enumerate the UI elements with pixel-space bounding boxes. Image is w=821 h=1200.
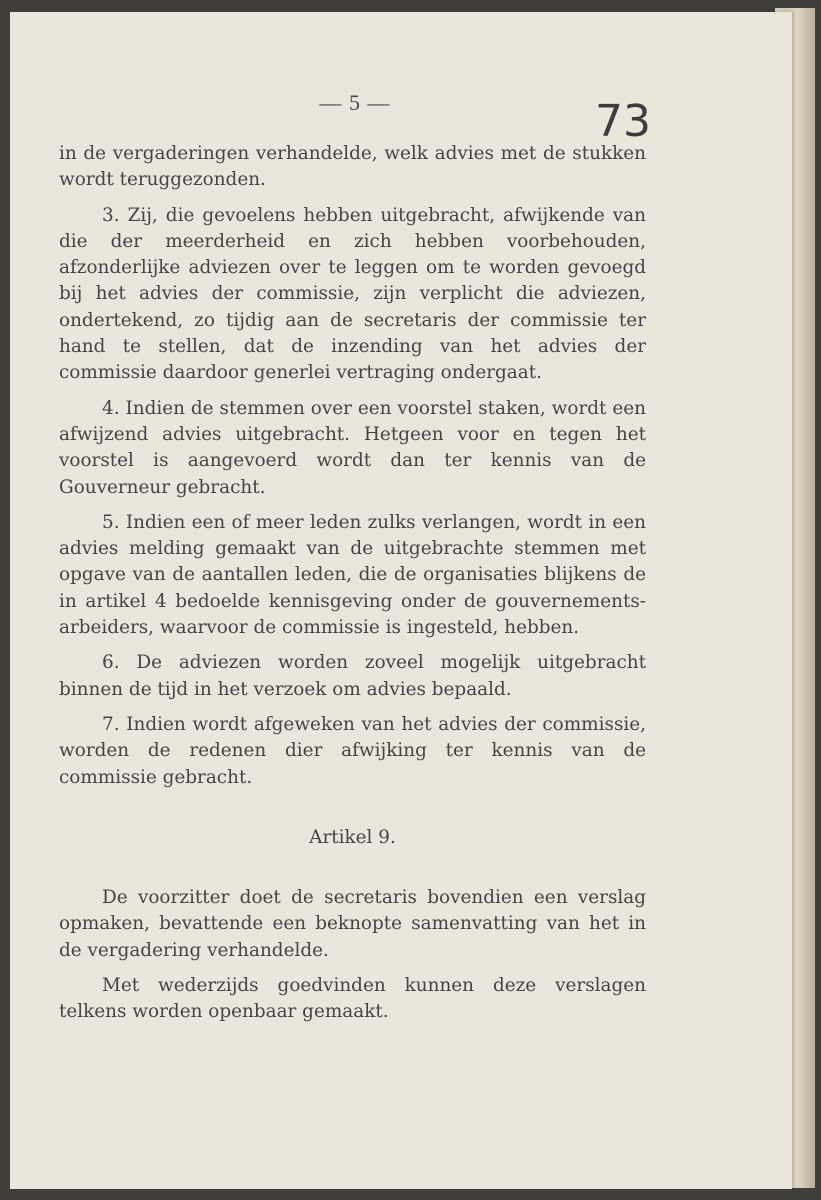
document-page [10, 12, 792, 1189]
folio-number: 73 [595, 96, 651, 147]
body-text [59, 141, 646, 1026]
page-number: — 5 — [319, 90, 391, 115]
paragraph-article-9-1: De voorzitter doet de secretaris bovendien een verslag opmaken, bevattende een beknopte samenvatting van het in de vergadering verhandelde. [59, 887, 646, 961]
paragraph-article-9-2: Met wederzijds goedvinden kunnen deze verslagen telkens worden openbaar gemaakt. [59, 975, 646, 1023]
paragraph-item-6: 6. De adviezen worden zoveel mogelijk uitgebracht binnen de tijd in het verzoek om advies bepaald. [59, 652, 646, 700]
paragraph-item-4: 4. Indien de stemmen over een voorstel staken, wordt een afwijzend advies uitgebracht. Hetgeen voor en tegen het voorstel is aangevoerd wordt dan ter kennis van de Gouverneur gebracht. [59, 397, 646, 498]
paragraph-item-3: 3. Zij, die gevoelens hebben uitgebracht, afwijkende van die der meerderheid en zich hebben voorbehouden, afzonderlijke adviezen over te leggen om te worden gevoegd bij het advies der commissie, zijn verplicht die adviezen, ondertekend, zo tijdig aan de secretaris der commissie ter hand te stellen, dat de inzending van het advies der commissie daardoor generlei vertraging ondergaat. [59, 204, 646, 384]
article-heading: Artikel 9. [309, 826, 396, 848]
paragraph-item-5: 5. Indien een of meer leden zulks verlangen, wordt in een advies melding gemaakt van de uitgebrachte stemmen met opgave van de aantallen leden, die de organisaties blijkens de in artikel 4 bedoelde kennisgeving onder de gouvernements-arbeiders, waarvoor de commissie is ingesteld, hebben. [59, 511, 646, 639]
paragraph-continuation: in de vergaderingen verhandelde, welk advies met de stukken wordt teruggezonden. [59, 143, 646, 191]
paragraph-item-7: 7. Indien wordt afgeweken van het advies der commissie, worden de redenen dier afwijking ter kennis van de commissie gebracht. [59, 713, 646, 788]
page-header [10, 12, 792, 152]
